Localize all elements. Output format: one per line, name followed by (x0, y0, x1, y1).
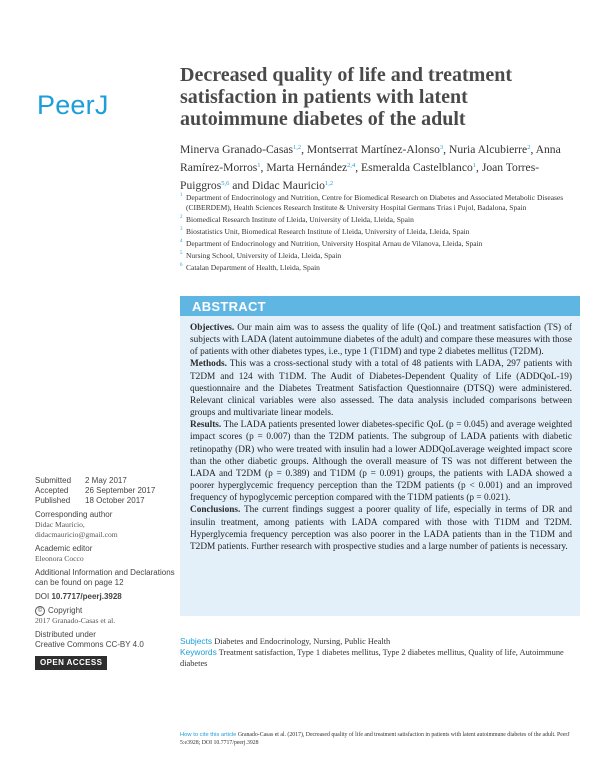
affiliation-item (180, 239, 580, 249)
subjects-text: Diabetes and Endocrinology, Nursing, Public Health (212, 637, 391, 646)
objectives-label: Objectives. (190, 323, 235, 333)
affiliation-item (180, 251, 580, 261)
affiliation-number: 4 (180, 239, 183, 245)
author-affiliation-sup: 3 (439, 144, 444, 151)
corresponding-author (35, 510, 175, 540)
affiliation-number: 3 (180, 227, 183, 233)
keywords-label[interactable]: Keywords (180, 647, 217, 657)
objectives-text: Our main aim was to assess the quality of life (QoL) and treatment satisfaction (TS) of subjects with LADA (latent autoimmune diabetes of the adult) and compare these measures with those of patients with other diabetes types, i.e., type 1 (T1DM) and type 2 diabetes mellitus (T2DM). (190, 323, 572, 358)
academic-editor (35, 544, 175, 564)
peerj-logo: PeerJ (37, 90, 109, 120)
copyright-label: Copyright (48, 606, 83, 616)
additional-info[interactable]: Additional Information and Declarations can be found on page 12 (35, 568, 175, 587)
affiliation-item (180, 215, 580, 225)
affiliation-text: Nursing School, University of Lleida, Lleida, Spain (186, 251, 342, 261)
author-affiliation-sup: 2,4 (347, 162, 356, 169)
abstract-conclusions (190, 504, 572, 553)
author-separator: and (229, 179, 252, 192)
corresponding-email[interactable]: didacmauricio@gmail.com (35, 530, 118, 539)
accepted-row (35, 486, 175, 496)
article-sidebar (35, 476, 175, 670)
license-block (35, 630, 175, 650)
affiliation-item (180, 193, 580, 213)
author-separator: , (530, 143, 536, 156)
subjects-line (180, 636, 580, 647)
author-name[interactable]: Joan Torres-Puiggros (180, 161, 540, 192)
results-label: Results. (190, 420, 222, 431)
subjects-label[interactable]: Subjects (180, 636, 213, 646)
affiliation-number: 6 (180, 263, 183, 269)
affiliation-text: Department of Endocrinology and Nutrition, Centre for Biomedical Research on Diabetes and Associated Metabolic Diseases (CIBERDEM), Health Sciences Research Institute & University Hospital Germans Trias i Pujol, Badalona, Spain (186, 193, 564, 213)
affiliation-number: 1 (180, 193, 183, 198)
author-affiliation-sup: 2 (527, 144, 531, 151)
author-affiliation-sup: 1,2 (293, 144, 302, 151)
author-affiliation-sup: 1,2 (324, 180, 334, 187)
cite-label: How to cite this article (180, 732, 237, 738)
affiliation-item (180, 263, 580, 273)
doi-line (35, 592, 175, 602)
how-to-cite (180, 731, 580, 747)
affiliation-number: 2 (180, 215, 183, 221)
abstract-results (190, 419, 572, 504)
author-name[interactable]: Nuria Alcubierre (448, 143, 528, 156)
author-affiliation-sup: 5,6 (221, 180, 230, 187)
license-line-2[interactable]: Creative Commons CC-BY 4.0 (35, 640, 144, 650)
doi-label: DOI (35, 592, 50, 601)
affiliation-text: Biostatistics Unit, Biomedical Research Institute of Lleida, University of Lleida, Lleida, Spain (186, 227, 470, 237)
abstract-methods (190, 358, 572, 419)
author-separator: , (476, 161, 482, 174)
abstract-header (180, 296, 580, 316)
results-text: The LADA patients presented lower diabetes-specific QoL (p = 0.045) and average weighted impact scores (p = 0.007) than the T2DM patients. The subgroup of LADA patients with diabetic retinopathy (DR) who were treated with insulin had a lower ADDQoLaverage weighted impact score than the other diabetic groups. Although the overall measure of TS was not different between the LADA and T2DM (p = 0.389) and T1DM (p = 0.091) groups, the patients with LADA showed a poorer hyperglycemic frequency perception than the T2DM patients (p < 0.001) and an improved frequency of hypoglycemic perception compared with the T1DM patients (p = 0.021). (190, 420, 572, 504)
conclusions-text: The current findings suggest a poorer quality of life, especially in terms of DR and insulin treatment, among patients with LADA compared with those with T1DM and T2DM. Hyperglycemia frequency perception was also poorer in the LADA patients than in the T1DM and T2DM patients. Further research with prospective studies and a large number of patients is necessary. (190, 505, 572, 552)
affiliation-list (180, 193, 580, 275)
open-access-badge: OPEN ACCESS (35, 656, 107, 670)
submitted-label: Submitted (35, 476, 72, 485)
copyright-text: 2017 Granado-Casas et al. (35, 616, 116, 626)
author-name[interactable]: Anna Ramírez-Morros (180, 143, 561, 174)
conclusions-label: Conclusions. (190, 505, 241, 516)
doi-link[interactable]: 10.7717/peerj.3928 (51, 592, 122, 601)
editor-name: Eleonora Cocco (35, 554, 84, 563)
published-label: Published (35, 496, 71, 505)
author-name[interactable]: Marta Hernández (266, 161, 348, 174)
copyright-icon: © (35, 606, 45, 616)
affiliation-text: Biomedical Research Institute of Lleida, University of Lleida, Lleida, Spain (186, 215, 414, 225)
author-name[interactable]: Minerva Granado-Casas (180, 143, 293, 156)
methods-label: Methods. (190, 359, 227, 370)
editor-label: Academic editor (35, 544, 93, 553)
copyright-block (35, 606, 175, 626)
article-title: Decreased quality of life and treatment satisfaction in patients with latent autoimmune diabetes of the adult (180, 64, 512, 130)
author-list (180, 140, 580, 194)
abstract-body (190, 322, 572, 553)
corresponding-label: Corresponding author (35, 510, 113, 519)
accepted-date: 26 September 2017 (85, 486, 156, 495)
subjects-keywords (180, 636, 580, 669)
author-name[interactable]: Didac Mauricio (251, 179, 325, 192)
keywords-text: Treatment satisfaction, Type 1 diabetes mellitus, Type 2 diabetes mellitus, Quality of life, Autoimmune diabetes (180, 648, 564, 668)
submitted-row (35, 476, 175, 486)
author-name[interactable]: Montserrat Martínez-Alonso (306, 143, 440, 156)
author-separator: , (355, 161, 362, 174)
published-date: 18 October 2017 (85, 496, 145, 505)
corresponding-name: Didac Mauricio, (35, 520, 85, 529)
published-row (35, 496, 175, 506)
author-separator: , (301, 143, 307, 156)
author-separator: , (260, 161, 267, 174)
cite-text: Granado-Casas et al. (2017), Decreased quality of life and treatment satisfaction in patients with latent autoimmune diabetes of the adult. PeerJ 5:e3928; DOI 10.7717/peerj.3928 (180, 732, 570, 746)
keywords-line (180, 647, 580, 669)
affiliation-text: Catalan Department of Health, Lleida, Spain (186, 263, 320, 273)
affiliation-number: 5 (180, 251, 183, 257)
methods-text: This was a cross-sectional study with a total of 48 patients with LADA, 297 patients with T2DM and 124 with T1DM. The Audit of Diabetes-Dependent Quality of Life (ADDQoL-19) questionnaire and the Diabetes Treatment Satisfaction Questionnaire (DTSQ) were administered. Relevant clinical variables were also assessed. The data analysis included comparisons between groups and multivariate linear models. (190, 359, 572, 419)
accepted-label: Accepted (35, 486, 69, 495)
submitted-date: 2 May 2017 (85, 476, 127, 485)
author-name[interactable]: Esmeralda Castelblanco (361, 161, 473, 174)
license-line-1: Distributed under (35, 630, 96, 640)
abstract-objectives (190, 322, 572, 358)
author-affiliation-sup: 1 (257, 162, 261, 169)
abstract-heading: ABSTRACT (192, 299, 266, 314)
author-affiliation-sup: 1 (472, 162, 477, 169)
author-separator: , (443, 143, 449, 156)
affiliation-text: Department of Endocrinology and Nutrition, University Hospital Arnau de Vilanova, Lleida, Spain (186, 239, 483, 249)
affiliation-item (180, 227, 580, 237)
